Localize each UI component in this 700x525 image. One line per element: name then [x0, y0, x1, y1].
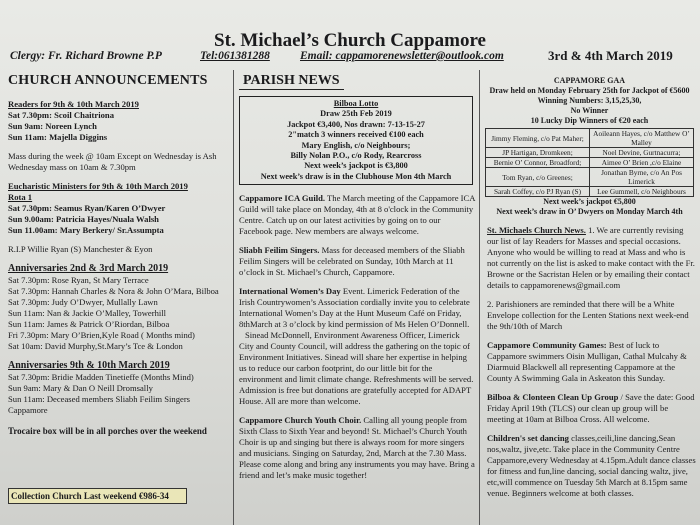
clean-up-title: Bilboa & Clonteen Clean Up Group [487, 392, 619, 402]
email: Email: cappamorenewsletter@outlook.com [300, 50, 504, 62]
anniversary-line: Sat 10am: David Murphy,St.Mary’s Tce & London [8, 341, 183, 351]
ica-guild-item [239, 193, 475, 237]
readers-section [8, 99, 229, 143]
gaa-lotto-box [485, 76, 694, 217]
mass-note: Mass during the week @ 10am Except on Wednesday is Ash Wednesday mass on 10am & 7.30pm [8, 151, 217, 172]
community-games-title: Cappamore Community Games: [487, 340, 607, 350]
readers-title: Readers for 9th & 10th March 2019 [8, 99, 139, 109]
anniversary-line: Sun 9am: Mary & Dan O Neill Dromsally [8, 383, 153, 393]
winner-cell: Tom Ryan, c/o Greenes; [486, 168, 590, 187]
clean-up-item [487, 392, 696, 425]
gaa-column [481, 70, 700, 525]
collection-box: Collection Church Last weekend €986-34 [8, 488, 187, 504]
table-row [486, 129, 694, 148]
reader-line: Sun 11am: Majella Diggins [8, 132, 108, 142]
anniversary-line: Sun 11am: James & Patrick O’Riordan, Bilboa [8, 319, 170, 329]
church-announcements-column [0, 70, 234, 525]
parish-news-column [235, 70, 480, 525]
table-row [486, 168, 694, 187]
lotto-line: Draw 25th Feb 2019 [320, 109, 392, 119]
winner-cell: Aoileann Hayes, c/o Matthew O’ Malley [590, 129, 694, 148]
anniversary-line: Sat 7.30pm: Hannah Charles & Nora & John O’Mara, Bilboa [8, 286, 219, 296]
anniversary-line: Fri 7.30pm: Mary O’Brien,Kyle Road ( Months mind) [8, 330, 195, 340]
winner-cell: Jimmy Fleming, c/o Pat Maher; [486, 129, 590, 148]
lotto-line: Next week’s jackpot is €3,800 [304, 161, 408, 171]
gaa-lucky-dip: 10 Lucky Dip Winners of €20 each [530, 116, 649, 125]
telephone: Tel:061381288 [200, 50, 270, 62]
lotto-line: Billy Nolan P.O., c/o Rody, Rearcross [290, 151, 422, 161]
lotto-line: Next week’s draw is in the Clubhouse Mon 4th March [260, 171, 452, 181]
clergy-label: Clergy: Fr. Richard Browne P.P [10, 50, 162, 62]
anniversaries-2-title: Anniversaries 9th & 10th March 2019 [8, 360, 170, 371]
winner-cell: Aimee O’ Brien ,c/o Elaine [590, 158, 694, 168]
womens-day-text-2: Sinead McDonnell, Environment Awareness Officer, Limerick City and County Council, will address the gathering on the topic of Environment Initiatives. Sinead will share her expertise in helping us to reduce our carbon footprint, do our little bit for the environment and limit climate change. Refreshments will be served. Admission is free but donations are gratefully accepted for ADAPT House. All are more than welcome. [239, 330, 474, 407]
anniversary-line: Sat 7.30pm: Bridie Madden Tinetieffe (Months Mind) [8, 372, 194, 382]
anniversaries-1-title: Anniversaries 2nd & 3rd March 2019 [8, 263, 169, 274]
table-row [486, 158, 694, 168]
bilboa-lotto-box [239, 96, 473, 185]
church-news-title: St. Michaels Church News. [487, 225, 586, 235]
anniversaries-2 [8, 360, 229, 416]
youth-choir-text: Calling all young people from Sixth Class to Sixth Year and beyond! St. Michael’s Church Youth Choir is up and singing but there is always room for more singers and musicians. Singing on Saturday, 2nd, March at the 7.30 Mass. Please come along and bring any instruments you may have. Bring a friend and let’s make music together! [239, 415, 475, 481]
gaa-title: CAPPAMORE GAA [553, 76, 626, 85]
anniversary-line: Sat 7.30pm: Rose Ryan, St Mary Terrace [8, 275, 149, 285]
table-row [486, 187, 694, 197]
ica-title: Cappamore ICA Guild. [239, 193, 326, 204]
winner-cell: Sarah Coffey, c/o PJ Ryan (S) [486, 187, 590, 197]
table-row [486, 148, 694, 158]
church-announcements-heading: CHURCH ANNOUNCEMENTS [8, 73, 208, 88]
sliabh-title: Sliabh Feilim Singers. [239, 245, 320, 256]
eucharistic-title: Eucharistic Ministers for 9th & 10th March 2019 [8, 181, 188, 191]
set-dancing-item [487, 433, 696, 499]
youth-choir-item [239, 415, 475, 481]
trocaire-note: Trocaire box will be in all porches over the weekend [8, 426, 207, 436]
eucharistic-line: Sun 11.00am: Mary Berkery/ Sr.Assumpta [8, 225, 164, 235]
anniversary-line: Sun 11am: Nan & Jackie O’Malley, Towerhill [8, 308, 167, 318]
eucharistic-line: Sun 9.00am: Patricia Hayes/Nuala Walsh [8, 214, 159, 224]
church-news-text-2: 2. Parishioners are reminded that there will be a White Envelope collection for the Lenten Stations next week-end the 9th/10th of March [487, 299, 689, 331]
gaa-draw: Draw held on Monday February 25th for Jackpot of €5600 [489, 86, 690, 95]
winners-table [485, 128, 694, 197]
lotto-line: Jackpot €3,400, Nos drawn: 7-13-15-27 [287, 119, 425, 129]
anniversaries-1 [8, 263, 229, 352]
community-games-text: Best of luck to Cappamore swimmers Oisin Mulligan, Cathal Mulcahy & Diarmuid Blackwell all representing Cappamore at the County A Swimming Gala in Askeaton this Sunday. [487, 340, 687, 383]
rota-label: Rota 1 [8, 192, 33, 202]
church-news-item [487, 225, 696, 291]
winner-cell: JP Hartigan, Dromkeen; [486, 148, 590, 158]
gaa-next-draw: Next week’s draw in O’ Dwyers on Monday March 4th [496, 207, 683, 216]
winner-cell: Lee Gummell, c/o Neighbours [590, 187, 694, 197]
womens-day-title: International Women’s Day [239, 286, 341, 297]
anniversary-line: Sun 11am: Deceased members Sliabh Feilim Singers Cappamore [8, 394, 191, 415]
eucharistic-line: Sat 7.30pm: Seamus Ryan/Karen O’Dwyer [8, 203, 166, 213]
parish-news-heading: PARISH NEWS [239, 73, 344, 90]
rip-notice: R.I.P Willie Ryan (S) Manchester & Eyon [8, 244, 153, 254]
winner-cell: Bernie O’ Connor, Broadford; [486, 158, 590, 168]
set-dancing-text: classes,ceili,line dancing,Sean nos,waltz, jive,etc. Take place in the Community Centre Cappamore,every Wednesday at 4.15pm.Adult dance classes for fitness and fun,line dancing, social dancing waltz, jive, etc,will commence on Tuesday 5th March at 8.15pm same venue. Beginners welcome at both classes. [487, 433, 696, 498]
community-games-item [487, 340, 696, 384]
gaa-numbers: Winning Numbers: 3,15,25,30, [537, 96, 642, 105]
reader-line: Sat 7.30pm: Scoil Chaitriona [8, 110, 114, 120]
lotto-line: Mary English, c/o Neighbours; [301, 140, 411, 150]
church-news-text: 1. We are currently revising our list of lay Readers for Masses and special occasions. Anyone who would be willing to read at Mass and who is not currently on the list is asked to make contact with the Fr. Browne or the Sacristan Helen or by emailing their contact details to cappamorenews@gmail.com [487, 225, 695, 290]
sliabh-text: Mass for deceased members of the Sliabh Feilim Singers will be celebrated on Sunday, 10th March at 11 o’clock in St. Michael’s Church, Cappamore. [239, 245, 465, 278]
youth-choir-title: Cappamore Church Youth Choir. [239, 415, 362, 426]
lotto-line: Bilboa Lotto [333, 99, 379, 108]
gaa-no-winner: No Winner [570, 106, 609, 115]
ica-text: The March meeting of the Cappamore ICA Guild will take place on Monday, 4th at 8 o'clock in the Community Centre. Catch up on our latest activities by going on to our Facebook page. New members are always welcome. [239, 193, 476, 237]
issue-dates: 3rd & 4th March 2019 [548, 48, 673, 63]
winner-cell: Jonathan Byrne, c/o An Pos Limerick [590, 168, 694, 187]
gaa-jackpot: Next week’s jackpot €5,800 [543, 197, 636, 206]
set-dancing-title: Children's set dancing [487, 433, 569, 443]
clean-up-text: / Save the date: Good Friday April 19th (TLCS) our clean up group will be meeting at 10am at Bilboa Cross. All welcome. [487, 392, 695, 424]
anniversary-line: Sat 7.30pm: Judy O’Dwyer, Mullally Lawn [8, 297, 158, 307]
womens-day-item [239, 286, 475, 330]
lotto-line: 2"match 3 winners received €100 each [288, 130, 424, 140]
reader-line: Sun 9am: Noreen Lynch [8, 121, 97, 131]
sliabh-feilim-item [239, 245, 475, 278]
eucharistic-section [8, 181, 229, 236]
winner-cell: Noel Devine, Gurtnacurra; [590, 148, 694, 158]
page-title: St. Michael’s Church Cappamore [214, 30, 486, 51]
womens-day-text: Event. Limerick Federation of the Irish Countrywomen’s Association cordially invite you to celebrate International Women’s Day at the Hunt Museum Café on Friday, 8thMarch at 3 o’clock by kind permission of Ms Helen O’Donnell. [239, 286, 470, 330]
